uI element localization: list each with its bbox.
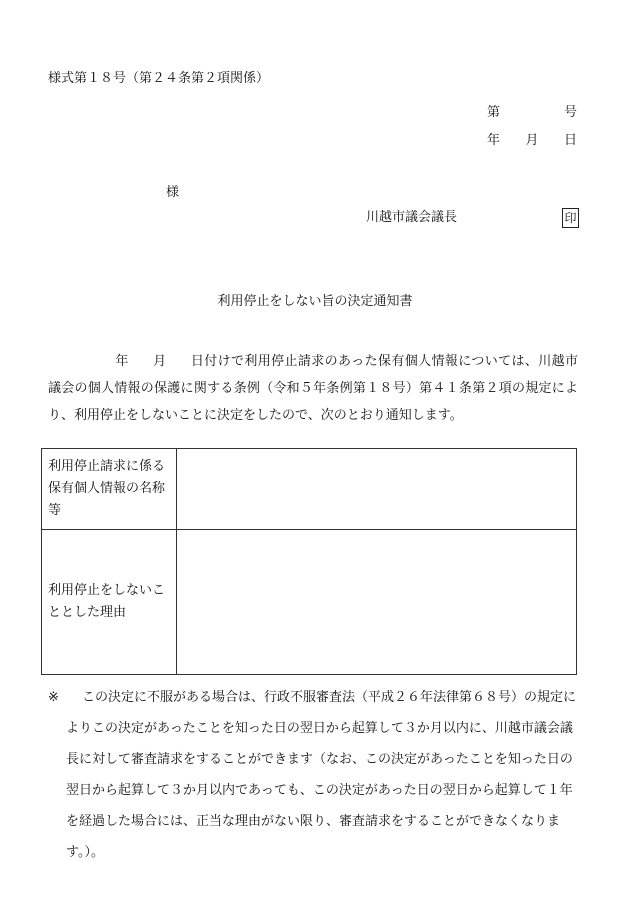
table-row: [42, 530, 577, 675]
document-title: 利用停止をしない旨の決定通知書: [217, 294, 413, 309]
doc-no-prefix: 第: [487, 105, 501, 120]
note-mark: ※: [48, 690, 59, 705]
table-row: [42, 449, 577, 530]
body-paragraph: [48, 348, 578, 429]
note: [48, 682, 583, 868]
issuer-name: 川越市議会議長: [366, 210, 458, 225]
note-text: この決定に不服がある場合は、行政不服審査法（平成２６年法律第６８号）の規定によりこの決定があったことを知った日の翌日から起算して３か月以内に、川越市議会議長に対して審査請求をすることができます（なお、この決定があったことを知った日の翌日から起算して３か月以内であっても、この決定があった日の翌日から起算して１年を経過した場合には、正当な理由がない限り、審査請求をすることができなくなります。）。: [66, 690, 577, 860]
row1-value: [177, 449, 577, 530]
body-text: 日付けで利用停止請求のあった保有個人情報については、川越市議会の個人情報の保護に関する条例（令和５年条例第１８号）第４１条第２項の規定により、利用停止をしないことに決定をしたので、次のとおり通知します。: [48, 354, 578, 423]
form-number: 様式第１８号（第２４条第２項関係）: [48, 71, 270, 86]
body-date-month: 月: [152, 354, 167, 369]
doc-no-suffix: 号: [563, 105, 577, 120]
row2-value: [177, 530, 577, 675]
date-month: 月: [525, 133, 539, 148]
body-date-year: 年: [115, 354, 129, 369]
addressee-suffix: 様: [166, 185, 180, 200]
row2-label: 利用停止をしないこととした理由: [42, 530, 177, 675]
document-number: [487, 106, 577, 119]
document-date: [487, 134, 577, 147]
info-table: [41, 448, 577, 675]
row1-label: 利用停止請求に係る保有個人情報の名称等: [42, 449, 177, 530]
seal-mark: 印: [562, 208, 579, 228]
date-day: 日: [563, 133, 577, 148]
date-year: 年: [487, 133, 501, 148]
